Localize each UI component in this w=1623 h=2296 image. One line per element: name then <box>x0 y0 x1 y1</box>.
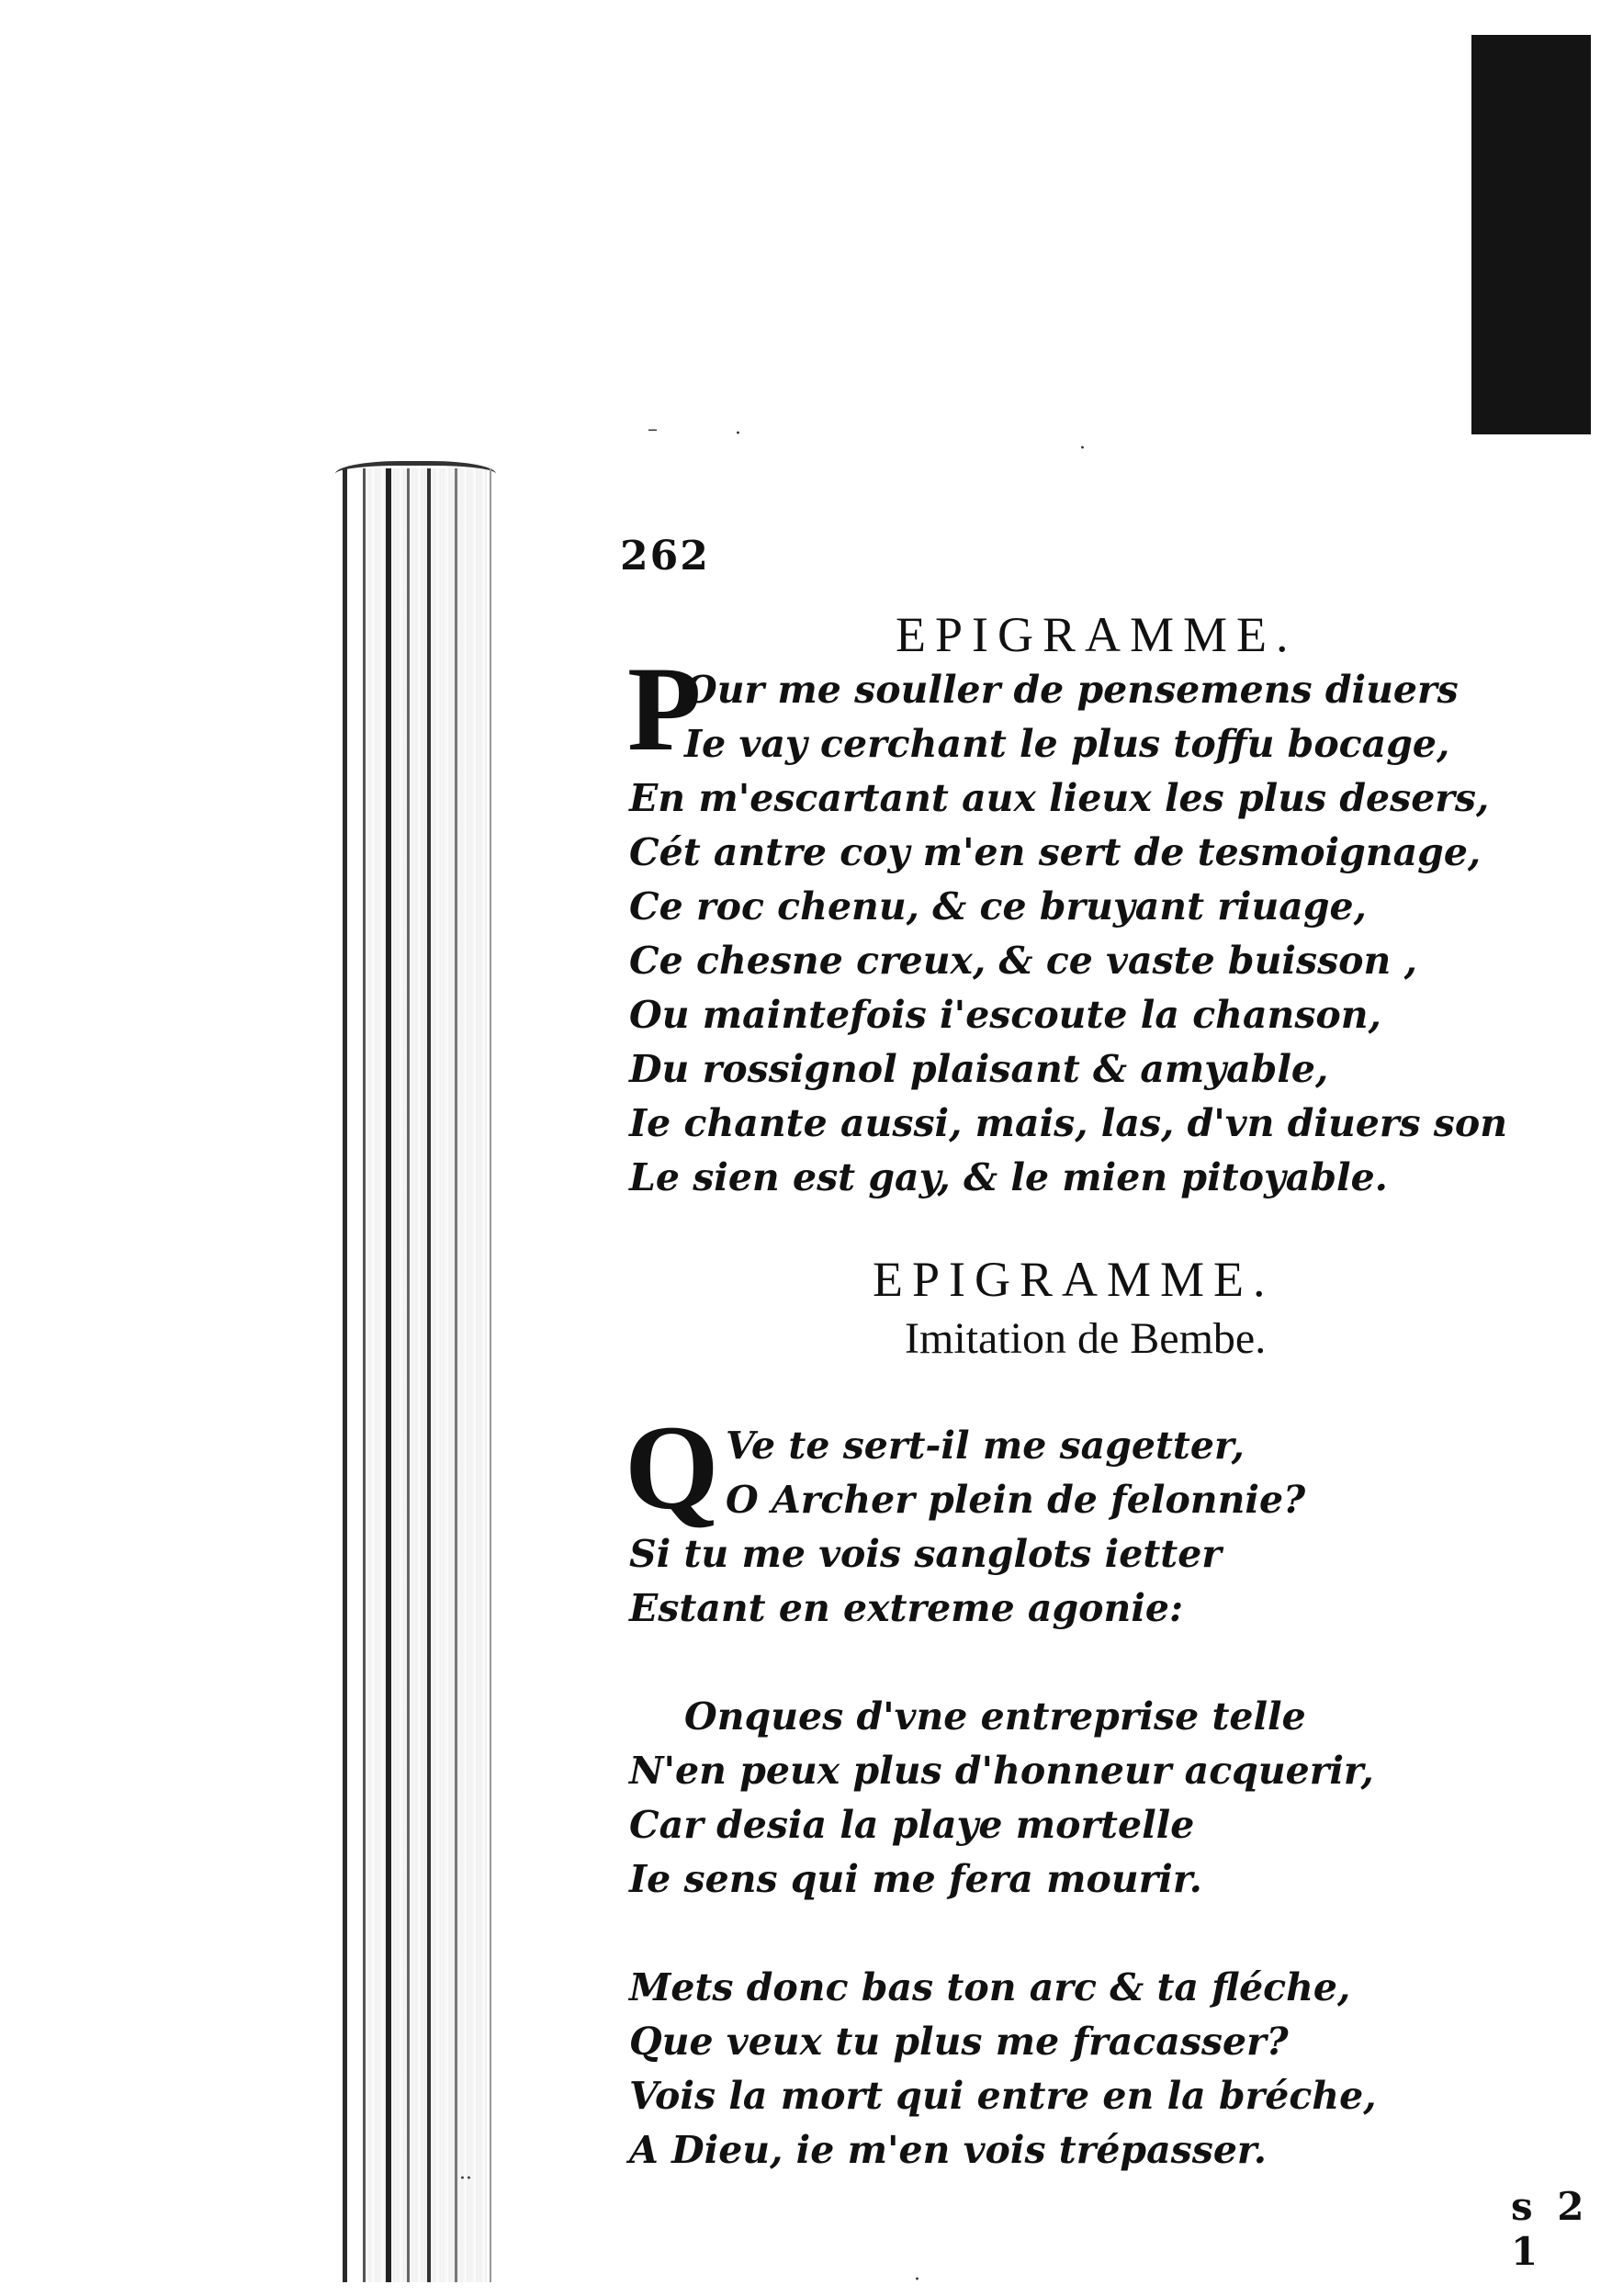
verse-line: Car desia la playe mortelle <box>629 1803 1195 1847</box>
verse-line: Ie sens qui me fera mourir. <box>629 1857 1202 1901</box>
speck: – <box>648 418 658 441</box>
verse-line: Ve te sert-il me sagetter, <box>726 1424 1245 1468</box>
epigram-2-subtitle: Imitation de Bembe. <box>905 1314 1267 1363</box>
corner-mark: s 2 1 <box>1511 2184 1590 2274</box>
verse-line: En m'escartant aux lieux les plus desers, <box>629 776 1490 820</box>
epigram-1-drop-cap: P <box>627 641 702 776</box>
verse-line: Ie vay cerchant le plus toffu bocage, <box>684 722 1450 766</box>
verse-line: Onques d'vne entreprise telle <box>684 1694 1306 1739</box>
facing-page-dark-area <box>1471 35 1591 434</box>
page-number: 262 <box>620 533 710 580</box>
epigram-1-title: EPIGRAMME. <box>896 607 1298 662</box>
speck: · <box>735 422 741 445</box>
speck: · <box>1079 437 1086 460</box>
verse-line: Our me souller de pensemens diuers <box>684 668 1459 712</box>
epigram-2-text <box>629 1419 1376 2178</box>
verse-line: Ie chante aussi, mais, las, d'vn diuers son <box>629 1101 1508 1145</box>
verse-line: Cét antre coy m'en sert de tesmoignage, <box>629 830 1482 874</box>
verse-line: Si tu me vois sanglots ietter <box>629 1532 1222 1576</box>
verse-line: Ce chesne creux, & ce vaste buisson , <box>629 939 1417 983</box>
speck: ·· <box>459 2167 472 2190</box>
speck: · <box>914 2268 920 2291</box>
verse-line: Estant en extreme agonie: <box>629 1586 1184 1630</box>
book-spine <box>335 468 496 2282</box>
epigram-2-title: EPIGRAMME. <box>873 1252 1275 1307</box>
epigram-1-text <box>629 663 1507 1205</box>
verse-line: Ce roc chenu, & ce bruyant riuage, <box>629 884 1367 929</box>
verse-line: Ou maintefois i'escoute la chanson, <box>629 993 1381 1037</box>
epigram-2-drop-cap: Q <box>625 1400 719 1535</box>
verse-line: Que veux tu plus me fracasser? <box>629 2020 1289 2064</box>
verse-line: A Dieu, ie m'en vois trépasser. <box>629 2128 1268 2172</box>
verse-line: O Archer plein de felonnie? <box>726 1478 1306 1522</box>
verse-line: Mets donc bas ton arc & ta fléche, <box>629 1965 1351 2009</box>
verse-line: Le sien est gay, & le mien pitoyable. <box>629 1155 1388 1199</box>
verse-line: Vois la mort qui entre en la bréche, <box>629 2074 1377 2118</box>
verse-line: Du rossignol plaisant & amyable, <box>629 1047 1329 1091</box>
verse-line: N'en peux plus d'honneur acquerir, <box>629 1749 1374 1793</box>
